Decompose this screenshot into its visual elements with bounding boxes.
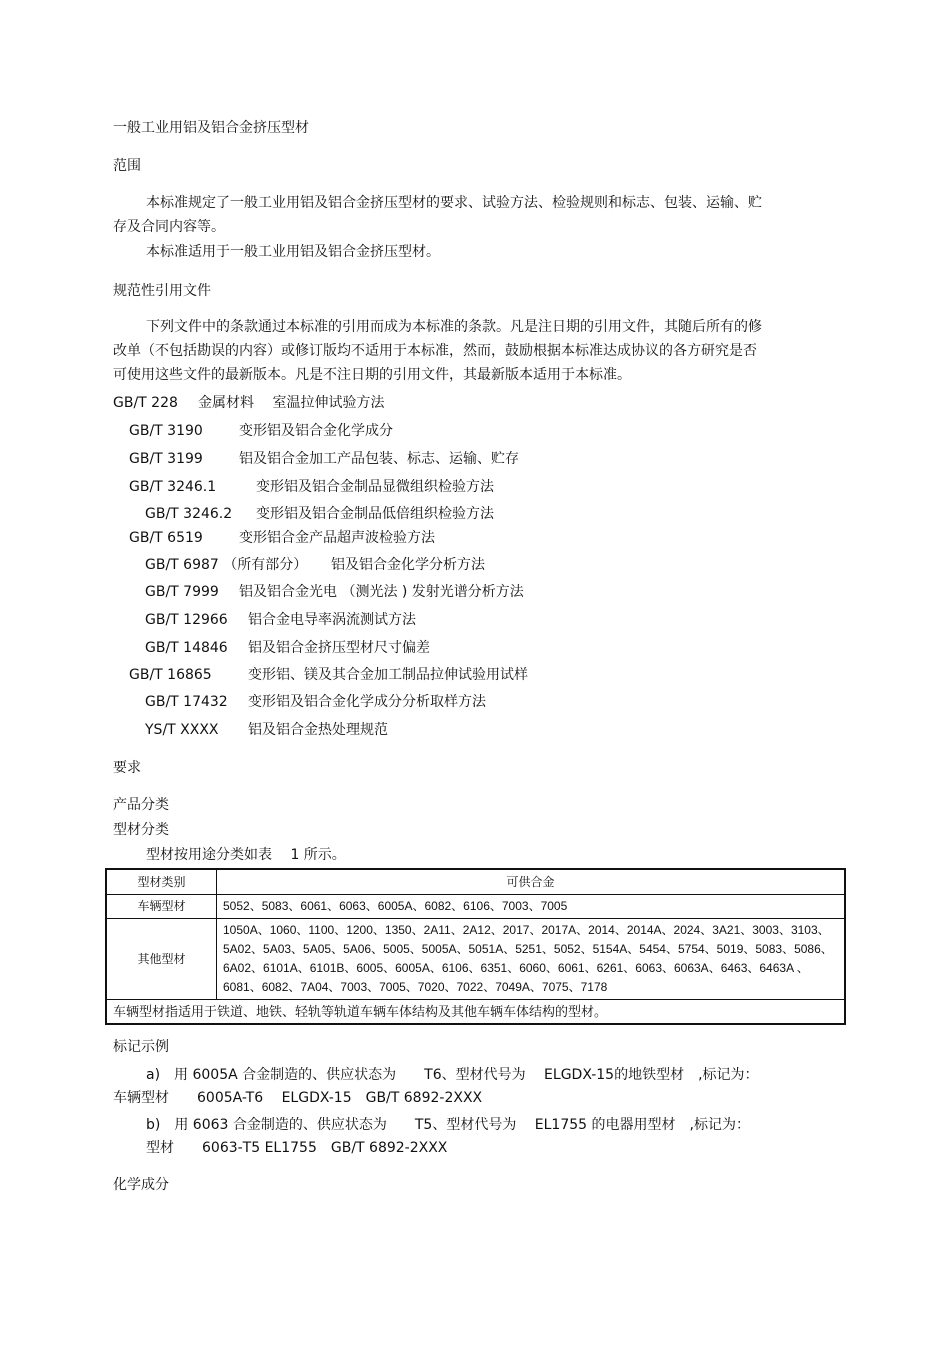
reference-code: YS/T XXXX [145, 722, 219, 738]
section-heading-scope: 范围 [113, 158, 141, 174]
reference-item [113, 394, 384, 412]
table-header-cell: 型材类别 [106, 869, 217, 895]
reference-code: GB/T 3190 [129, 423, 203, 439]
reference-item [129, 529, 435, 547]
reference-title: 铝及铝合金挤压型材尺寸偏差 [248, 640, 430, 656]
reference-title: 铝及铝合金化学分析方法 [331, 557, 485, 573]
reference-item [145, 639, 430, 657]
reference-item [129, 478, 494, 496]
scope-paragraph-2: 本标准适用于一般工业用铝及铝合金挤压型材。 [146, 244, 440, 260]
marking-example-b: b) 用 6063 合金制造的、供应状态为 T5、型材代号为 EL1755 的电器用型材 ,标记为： [146, 1117, 750, 1133]
reference-code: GB/T 7999 [145, 584, 219, 600]
reference-code: GB/T 6519 [129, 530, 203, 546]
reference-title: 铝及铝合金加工产品包装、标志、运输、贮存 [239, 451, 519, 467]
scope-paragraph-1: 本标准规定了一般工业用铝及铝合金挤压型材的要求、试验方法、检验规则和标志、包装、运输、贮存及合同内容等。 [113, 195, 762, 235]
reference-code: GB/T 228 [113, 395, 178, 411]
reference-item [145, 693, 486, 711]
table-cell-alloys: 5052、5083、6061、6063、6005A、6082、6106、7003、7005 [217, 895, 846, 919]
document-title: 一般工业用铝及铝合金挤压型材 [113, 120, 309, 136]
reference-title: 铝及铝合金光电 （测光法 ) 发射光谱分析方法 [239, 584, 524, 600]
section-heading-marking: 标记示例 [113, 1039, 169, 1055]
reference-code: GB/T 16865 [129, 667, 212, 683]
reference-title: 铝合金电导率涡流测试方法 [248, 612, 416, 628]
table-intro: 型材按用途分类如表 1 所示。 [146, 847, 346, 863]
reference-title: 变形铝及铝合金化学成分 [239, 423, 393, 439]
table-row [106, 919, 845, 1000]
reference-item [129, 450, 519, 468]
reference-item [145, 556, 485, 574]
reference-code: GB/T 14846 [145, 640, 228, 656]
reference-title: 金属材料 室温拉伸试验方法 [198, 395, 385, 411]
reference-code: GB/T 6987 （所有部分） [145, 557, 308, 573]
reference-title: 变形铝、镁及其合金加工制品拉伸试验用试样 [248, 667, 528, 683]
section-heading-chemical: 化学成分 [113, 1177, 169, 1193]
reference-item [129, 666, 528, 684]
reference-code: GB/T 3246.2 [145, 506, 233, 522]
reference-code: GB/T 3199 [129, 451, 203, 467]
reference-title: 变形铝及铝合金化学成分分析取样方法 [248, 694, 486, 710]
reference-code: GB/T 12966 [145, 612, 228, 628]
reference-title: 变形铝及铝合金制品显微组织检验方法 [256, 479, 494, 495]
section-heading-requirements: 要求 [113, 760, 141, 776]
reference-title: 铝及铝合金热处理规范 [248, 722, 388, 738]
reference-item [145, 721, 388, 739]
table-cell-alloys: 1050A、1060、1100、1200、1350、2A11、2A12、2017、2017A、2014、2014A、2024、3A21、3003、3103、5A02、5A03、5A05、5A06、5005、5005A、5051A、5251、5052、5154A、5454、5754、5019、5083、5086、6A02、6101A、6101B、6005、6005A、6106、6351、6060、6061、6261、6063、6063A、6463、6463A 、6081、6082、7A04、7003、7005、7020、7022、7049A、7075、7178 [217, 919, 846, 1000]
marking-example-a: a) 用 6005A 合金制造的、供应状态为 T6、型材代号为 ELGDX-15的地铁型材 ,标记为： [146, 1067, 759, 1083]
section-heading-normative: 规范性引用文件 [113, 283, 211, 299]
table-cell-category: 车辆型材 [106, 895, 217, 919]
table-note: 车辆型材指适用于铁道、地铁、轻轨等轨道车辆车体结构及其他车辆车体结构的型材。 [106, 1000, 845, 1025]
reference-item [145, 611, 416, 629]
normative-paragraph: 下列文件中的条款通过本标准的引用而成为本标准的条款。凡是注日期的引用文件，其随后所有的修改单（不包括勘误的内容）或修订版均不适用于本标准，然而，鼓励根据本标准达成协议的各方研究是否可使用这些文件的最新版本。凡是不注日期的引用文件，其最新版本适用于本标准。 [113, 319, 762, 383]
table-row [106, 895, 845, 919]
subheading-profile-classification: 型材分类 [113, 822, 169, 838]
marking-example-a-mark: 车辆型材 6005A-T6 ELGDX-15 GB/T 6892-2XXX [113, 1090, 483, 1106]
table-note-row [106, 1000, 845, 1025]
reference-title: 变形铝合金产品超声波检验方法 [239, 530, 435, 546]
marking-example-b-mark: 型材 6063-T5 EL1755 GB/T 6892-2XXX [146, 1140, 448, 1156]
reference-code: GB/T 3246.1 [129, 479, 217, 495]
table-header-cell: 可供合金 [217, 869, 846, 895]
reference-title: 变形铝及铝合金制品低倍组织检验方法 [256, 506, 494, 522]
reference-item [145, 505, 494, 523]
table-header-row [106, 869, 845, 895]
reference-code: GB/T 17432 [145, 694, 228, 710]
profile-classification-table [105, 868, 846, 1025]
table-cell-category: 其他型材 [106, 919, 217, 1000]
reference-item [129, 422, 393, 440]
subheading-product-classification: 产品分类 [113, 797, 169, 813]
reference-item [145, 583, 524, 601]
